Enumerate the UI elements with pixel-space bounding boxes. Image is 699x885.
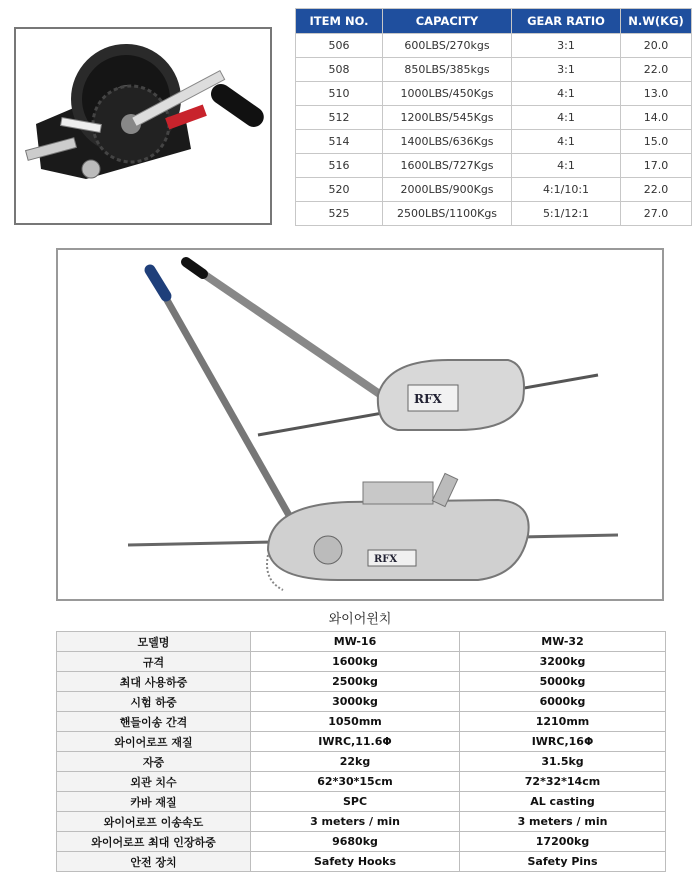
spec-value-mw32: 5000kg <box>460 672 666 692</box>
spec-label: 와이어로프 이송속도 <box>57 812 251 832</box>
spec-value-mw16: 62*30*15cm <box>251 772 460 792</box>
header-capacity: CAPACITY <box>383 9 512 34</box>
gear-ratio-cell: 4:1/10:1 <box>512 178 621 202</box>
table-row <box>57 672 666 692</box>
item-no-cell: 508 <box>296 58 383 82</box>
spec-value-mw16: 1600kg <box>251 652 460 672</box>
spec-value-mw32: IWRC,16Φ <box>460 732 666 752</box>
spec-value-mw32: MW-32 <box>460 632 666 652</box>
rfx-logo-upper: RFX <box>414 392 442 406</box>
spec-value-mw16: 3000kg <box>251 692 460 712</box>
capacity-cell: 2000LBS/900Kgs <box>383 178 512 202</box>
spec-label: 시험 하중 <box>57 692 251 712</box>
table-row <box>296 154 692 178</box>
table-row <box>57 692 666 712</box>
capacity-cell: 2500LBS/1100Kgs <box>383 202 512 226</box>
spec-value-mw32: 31.5kg <box>460 752 666 772</box>
table-row <box>57 712 666 732</box>
spec-label: 외관 치수 <box>57 772 251 792</box>
capacity-cell: 600LBS/270kgs <box>383 34 512 58</box>
table-row <box>57 832 666 852</box>
spec-label: 최대 사용하중 <box>57 672 251 692</box>
spec-label: 핸들이송 간격 <box>57 712 251 732</box>
net-weight-cell: 27.0 <box>621 202 692 226</box>
hand-winch-illustration <box>16 29 270 223</box>
item-no-cell: 516 <box>296 154 383 178</box>
header-item-no: ITEM NO. <box>296 9 383 34</box>
table-row <box>57 752 666 772</box>
spec-value-mw32: 72*32*14cm <box>460 772 666 792</box>
capacity-cell: 1600LBS/727Kgs <box>383 154 512 178</box>
net-weight-cell: 20.0 <box>621 34 692 58</box>
table-row <box>296 202 692 226</box>
wire-winch-illustration <box>58 250 662 599</box>
spec-value-mw32: 3200kg <box>460 652 666 672</box>
net-weight-cell: 14.0 <box>621 106 692 130</box>
item-no-cell: 520 <box>296 178 383 202</box>
table-row <box>57 632 666 652</box>
table-row <box>296 82 692 106</box>
table-row <box>57 852 666 872</box>
spec-value-mw32: 3 meters / min <box>460 812 666 832</box>
capacity-cell: 850LBS/385kgs <box>383 58 512 82</box>
table-row <box>296 106 692 130</box>
item-no-cell: 525 <box>296 202 383 226</box>
spec-value-mw16: 3 meters / min <box>251 812 460 832</box>
table-header-row <box>296 9 692 34</box>
item-no-cell: 510 <box>296 82 383 106</box>
spec-value-mw16: 1050mm <box>251 712 460 732</box>
gear-ratio-cell: 4:1 <box>512 106 621 130</box>
spec-label: 자중 <box>57 752 251 772</box>
spec-value-mw16: 2500kg <box>251 672 460 692</box>
table-row <box>57 732 666 752</box>
table-row <box>57 652 666 672</box>
net-weight-cell: 17.0 <box>621 154 692 178</box>
spec-value-mw16: SPC <box>251 792 460 812</box>
spec-value-mw16: 22kg <box>251 752 460 772</box>
capacity-cell: 1400LBS/636Kgs <box>383 130 512 154</box>
header-net-weight: N.W(KG) <box>621 9 692 34</box>
capacity-cell: 1200LBS/545Kgs <box>383 106 512 130</box>
gear-ratio-cell: 3:1 <box>512 34 621 58</box>
gear-ratio-cell: 3:1 <box>512 58 621 82</box>
spec-label: 와이어로프 최대 인장하중 <box>57 832 251 852</box>
spec-label: 모델명 <box>57 632 251 652</box>
spec-value-mw32: 1210mm <box>460 712 666 732</box>
net-weight-cell: 22.0 <box>621 178 692 202</box>
table-row <box>296 130 692 154</box>
wire-winch-caption: 와이어윈치 <box>328 612 392 627</box>
spec-value-mw16: Safety Hooks <box>251 852 460 872</box>
spec-label: 카바 재질 <box>57 792 251 812</box>
gear-ratio-cell: 4:1 <box>512 82 621 106</box>
capacity-cell: 1000LBS/450Kgs <box>383 82 512 106</box>
table-row <box>296 178 692 202</box>
gear-ratio-cell: 4:1 <box>512 154 621 178</box>
spec-value-mw16: MW-16 <box>251 632 460 652</box>
spec-label: 규격 <box>57 652 251 672</box>
spec-label: 안전 장치 <box>57 852 251 872</box>
item-no-cell: 506 <box>296 34 383 58</box>
gear-ratio-cell: 5:1/12:1 <box>512 202 621 226</box>
spec-value-mw32: AL casting <box>460 792 666 812</box>
wire-winch-photo <box>56 248 664 601</box>
rfx-logo-lower: RFX <box>374 554 398 565</box>
net-weight-cell: 22.0 <box>621 58 692 82</box>
net-weight-cell: 13.0 <box>621 82 692 106</box>
net-weight-cell: 15.0 <box>621 130 692 154</box>
table-row <box>296 58 692 82</box>
gear-ratio-cell: 4:1 <box>512 130 621 154</box>
spec-value-mw16: 9680kg <box>251 832 460 852</box>
hand-winch-photo <box>14 27 272 225</box>
item-no-cell: 514 <box>296 130 383 154</box>
table-row <box>57 772 666 792</box>
spec-value-mw32: 6000kg <box>460 692 666 712</box>
wire-winch-spec-table <box>56 631 666 872</box>
table-row <box>57 792 666 812</box>
header-gear-ratio: GEAR RATIO <box>512 9 621 34</box>
hand-winch-spec-table <box>295 8 692 226</box>
spec-value-mw32: Safety Pins <box>460 852 666 872</box>
item-no-cell: 512 <box>296 106 383 130</box>
table-row <box>57 812 666 832</box>
spec-value-mw16: IWRC,11.6Φ <box>251 732 460 752</box>
table-row <box>296 34 692 58</box>
spec-value-mw32: 17200kg <box>460 832 666 852</box>
spec-label: 와이어로프 재질 <box>57 732 251 752</box>
